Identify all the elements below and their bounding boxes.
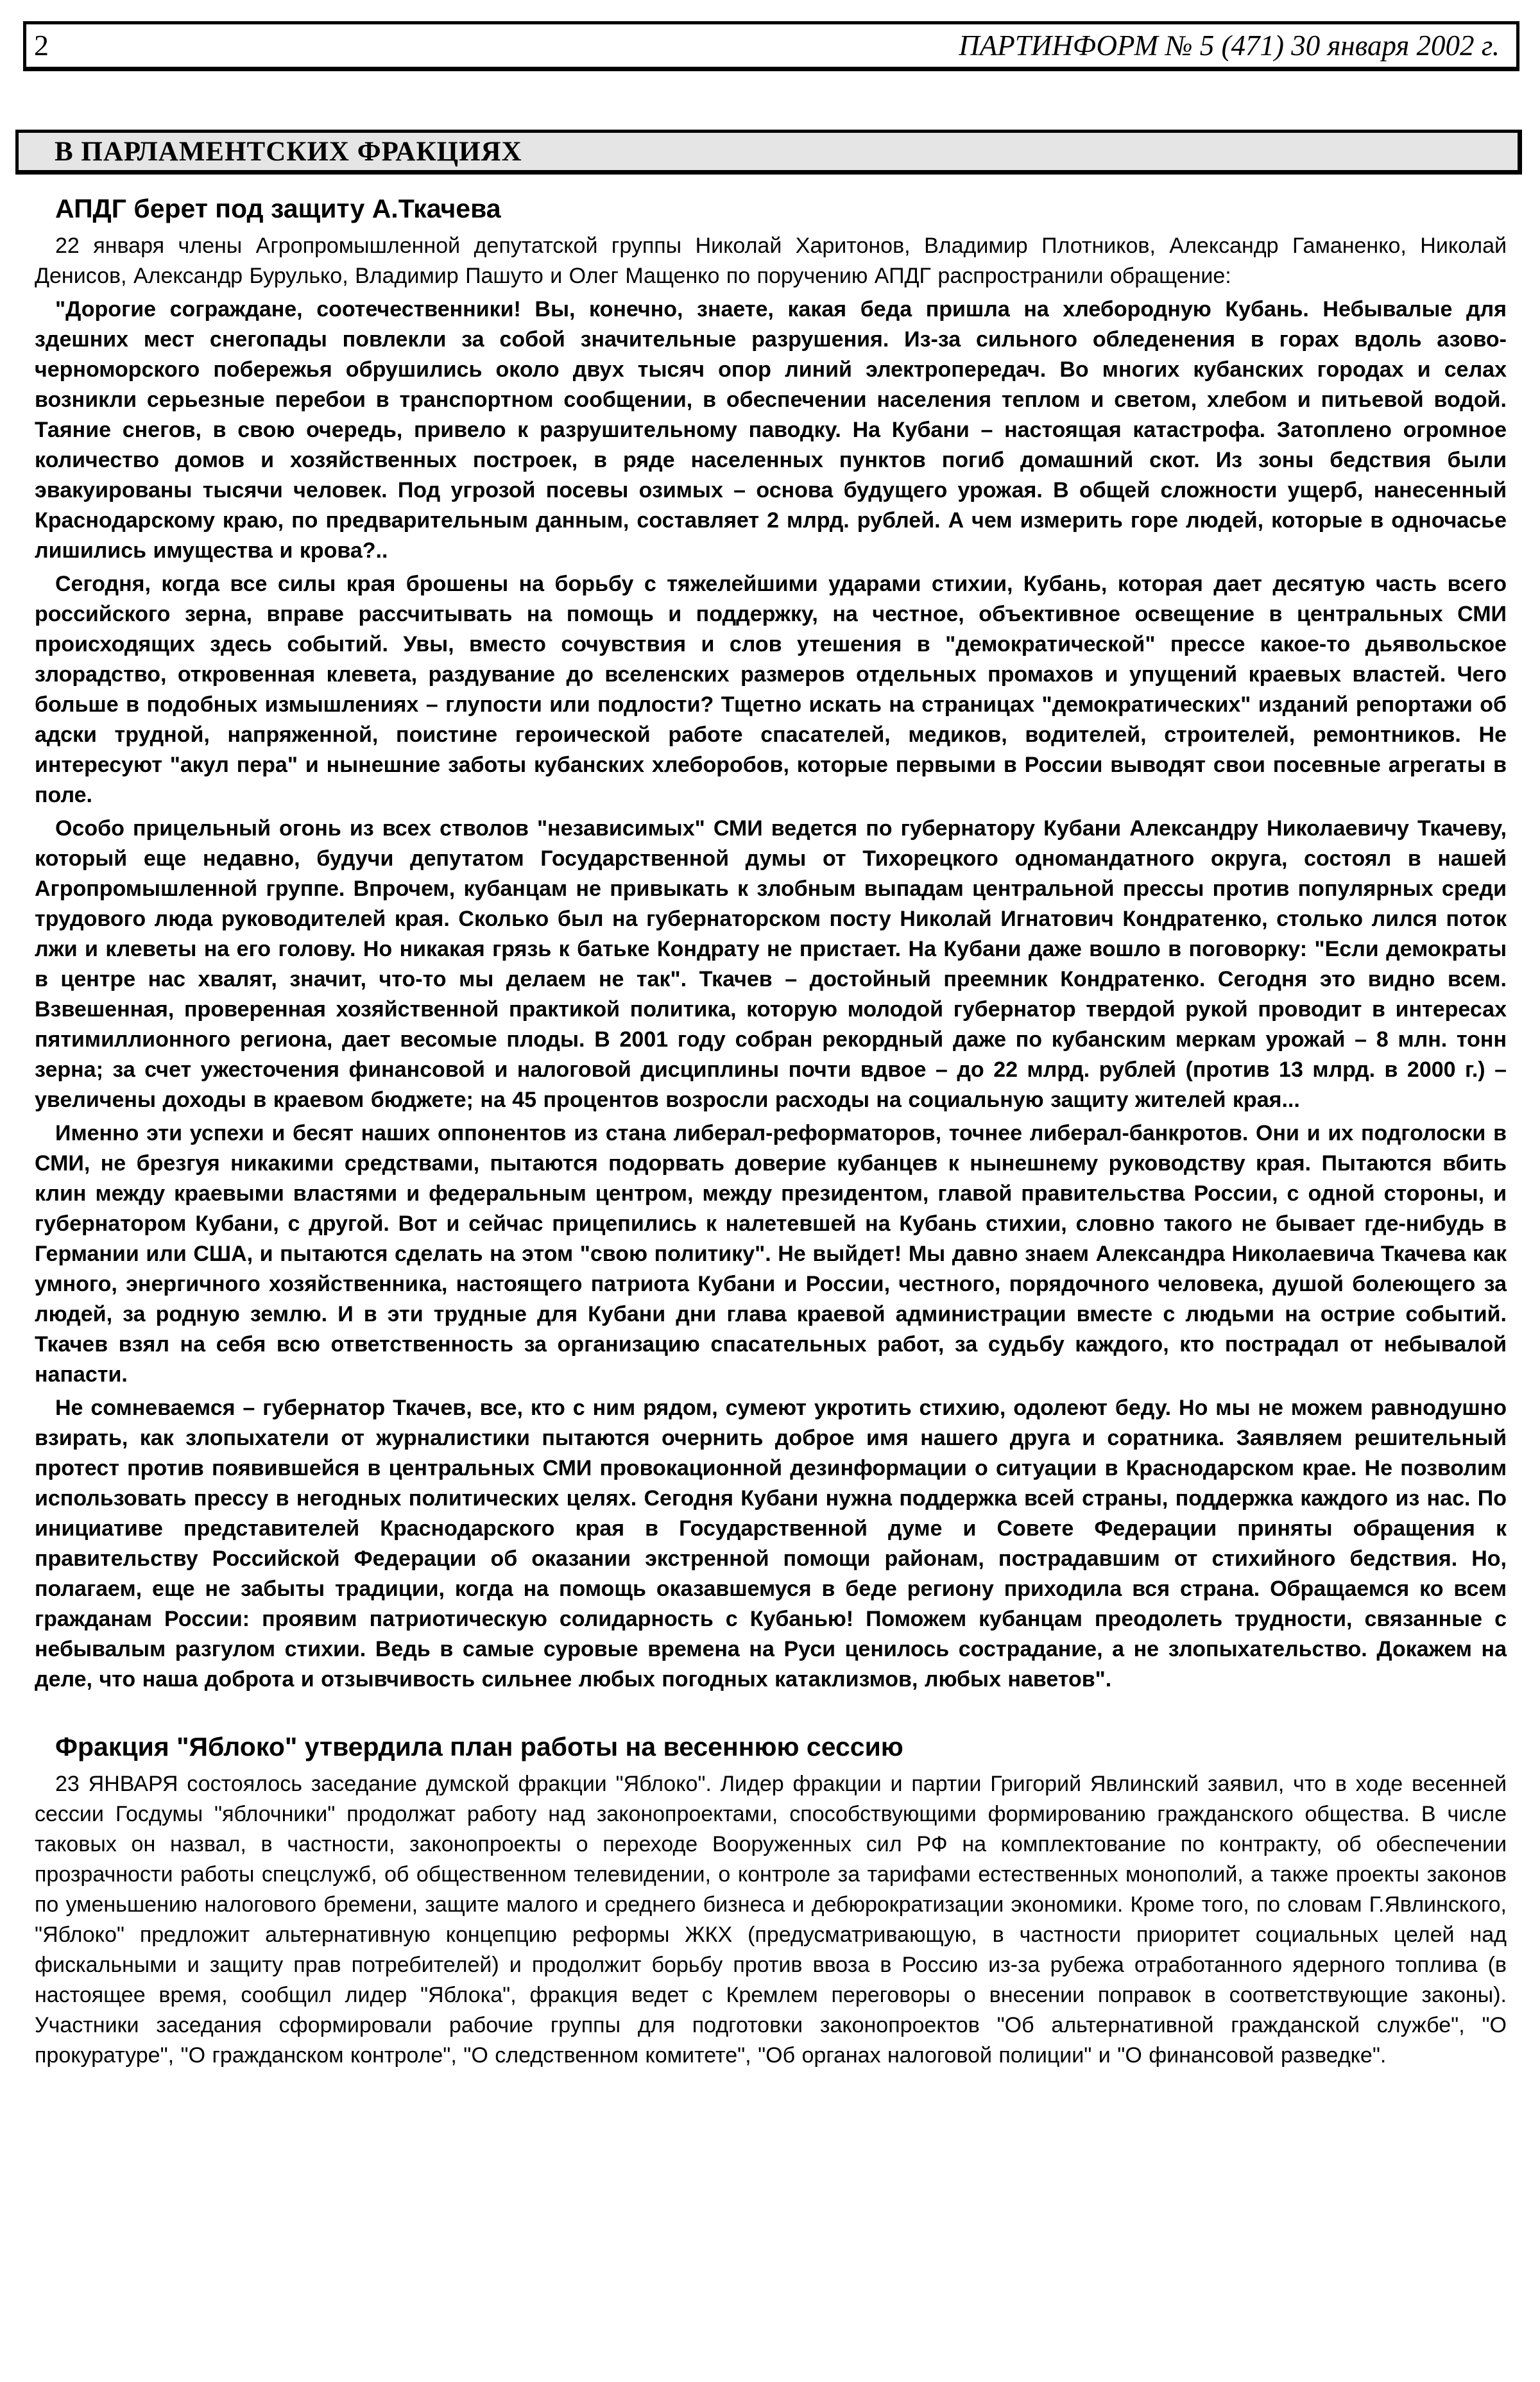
paragraph: Не сомневаемся – губернатор Ткачев, все, кто с ним рядом, сумеют укротить стихию, одолеют беду. Но мы не можем равнодушно взирать, как злопыхатели от журналистики пытаются очернить доброе имя нашего друга и соратника. Заявляем решительный протест против появившейся в центральных СМИ провокационной дезинформации о ситуации в Краснодарском крае. Не позволим использовать прессу в негодных политических целях. Сегодня Кубани нужна поддержка всей страны, поддержка каждого из нас. По инициативе представителей Краснодарского края в Государственной думе и Совете Федерации приняты обращения к правительству Российской Федерации об оказании экстренной помощи районам, пострадавшим от стихийного бедствия. Но, полагаем, еще не забыты традиции, когда на помощь оказавшемуся в беде региону приходила вся страна. Обращаемся ко всем гражданам России: проявим патриотическую солидарность с Кубанью! Поможем кубанцам преодолеть трудности, связанные с небывалым разгулом стихии. Ведь в самые суровые времена на Руси ценилось сострадание, а не злопыхательство. Докажем на деле, что наша доброта и отзывчивость сильнее любых погодных катаклизмов, любых наветов".	[35, 1396, 1507, 1692]
page-content	[35, 193, 1507, 2074]
section-banner	[15, 130, 1522, 175]
issue-title: ПАРТИНФОРМ № 5 (471) 30 января 2002 г.	[959, 29, 1500, 62]
article-title-yabloko: Фракция "Яблоко" утвердила план работы на весеннюю сессию	[55, 1732, 903, 1761]
paragraph: "Дорогие сограждане, соотечественники! Вы, конечно, знаете, какая беда пришла на хлебородную Кубань. Небывалые для здешних мест снегопады повлекли за собой значительные разрушения. Из-за сильного обледенения в горах вдоль азово-черноморского побережья обрушились около двух тысяч опор линий электропередач. Во многих кубанских городах и селах возникли серьезные перебои в транспортном сообщении, в обеспечении населения теплом и светом, хлебом и питьевой водой. Таяние снегов, в свою очередь, привело к разрушительному паводку. На Кубани – настоящая катастрофа. Затоплено огромное количество домов и хозяйственных построек, в ряде населенных пунктов погиб домашний скот. Из зоны бедствия были эвакуированы тысячи человек. Под угрозой посевы озимых – основа будущего урожая. В общей сложности ущерб, нанесенный Краснодарскому краю, по предварительным данным, составляет 2 млрд. рублей. А чем измерить горе людей, которые в одночасье лишились имущества и крова?..	[35, 297, 1507, 563]
page-number: 2	[34, 29, 49, 62]
page-header	[23, 21, 1519, 71]
paragraph: Особо прицельный огонь из всех стволов "независимых" СМИ ведется по губернатору Кубани Александру Николаевичу Ткачеву, который еще недавно, будучи депутатом Государственной думы от Тихорецкого одномандатного округа, состоял в нашей Агропромышленной группе. Впрочем, кубанцам не привыкать к злобным выпадам центральной прессы против популярных среди трудового люда руководителей края. Сколько был на губернаторском посту Николай Игнатович Кондратенко, столько лился поток лжи и клеветы на его голову. Но никакая грязь к батьке Кондрату не пристает. На Кубани даже вошло в поговорку: "Если демократы в центре нас хвалят, значит, что-то мы делаем не так". Ткачев – достойный преемник Кондратенко. Сегодня это видно всем. Взвешенная, проверенная хозяйственной практикой политика, которую молодой губернатор твердой рукой проводит в интересах пятимиллионного региона, дает весомые плоды. В 2001 году собран рекордный даже по кубанским меркам урожай – 8 млн. тонн зерна; за счет ужесточения финансовой и налоговой дисциплины почти вдвое – до 22 млрд. рублей (против 13 млрд. в 2000 г.) – увеличены доходы в краевом бюджете; на 45 процентов возросли расходы на социальную защиту жителей края...	[35, 816, 1507, 1112]
article-title-apdg: АПДГ берет под защиту А.Ткачева	[55, 194, 501, 223]
paragraph: Именно эти успехи и бесят наших оппонентов из стана либерал-реформаторов, точнее либерал-банкротов. Они и их подголоски в СМИ, не брезгуя никакими средствами, пытаются подорвать доверие кубанцев к нынешнему руководству края. Пытаются вбить клин между краевыми властями и федеральным центром, между президентом, главой правительства России, с одной стороны, и губернатором Кубани, с другой. Вот и сейчас прицепились к налетевшей на Кубань стихии, словно такого не бывает где-нибудь в Германии или США, и пытаются сделать на этом "свою политику". Не выйдет! Мы давно знаем Александра Николаевича Ткачева как умного, энергичного хозяйственника, настоящего патриота Кубани и России, честного, порядочного человека, душой болеющего за людей, за родную землю. И в эти трудные для Кубани дни глава краевой администрации вместе с людьми на острие событий. Ткачев взял на себя всю ответственность за организацию спасательных работ, за судьбу каждого, кто пострадал от небывалой напасти.	[35, 1121, 1507, 1387]
section-title: В ПАРЛАМЕНТСКИХ ФРАКЦИЯХ	[55, 136, 522, 167]
paragraph: 23 ЯНВАРЯ состоялось заседание думской фракции "Яблоко". Лидер фракции и партии Григорий Явлинский заявил, что в ходе весенней сессии Госдумы "яблочники" продолжат работу над законопроектами, способствующими формированию гражданского общества. В числе таковых он назвал, в частности, законопроекты о переходе Вооруженных сил РФ на комплектование по контракту, об обеспечении прозрачности работы спецслужб, об общественном телевидении, о контроле за тарифами естественных монополий, а также проекты законов по уменьшению налогового бремени, защите малого и среднего бизнеса и дебюрократизации экономики. Кроме того, по словам Г.Явлинского, "Яблоко" предложит альтернативную концепцию реформы ЖКХ (предусматривающую, в частности приоритет социальных целей над фискальными и защиту прав потребителей) и продолжит борьбу против ввоза в Россию из-за рубежа отработанного ядерного топлива (в настоящее время, сообщил лидер "Яблока", фракция ведет с Кремлем переговоры о внесении поправок в соответствующие законы). Участники заседания сформировали рабочие группы для подготовки законопроектов "Об альтернативной гражданской службе", "О прокуратуре", "О гражданском контроле", "О следственном комитете", "Об органах налоговой полиции" и "О финансовой разведке".	[35, 1772, 1507, 2068]
paragraph: Сегодня, когда все силы края брошены на борьбу с тяжелейшими ударами стихии, Кубань, которая дает десятую часть всего российского зерна, вправе рассчитывать на помощь и поддержку, на честное, объективное освещение в центральных СМИ происходящих здесь событий. Увы, вместо сочувствия и слов утешения в "демократической" прессе какое-то дьявольское злорадство, откровенная клевета, раздувание до вселенских размеров отдельных промахов и упущений краевых властей. Чего больше в подобных измышлениях – глупости или подлости? Тщетно искать на страницах "демократических" изданий репортажи об адски трудной, напряженной, поистине героической работе спасателей, медиков, водителей, строителей, ремонтников. Не интересуют "акул пера" и нынешние заботы кубанских хлеборобов, которые первыми в России выводят свои посевные агрегаты в поле.	[35, 572, 1507, 807]
paragraph: 22 января члены Агропромышленной депутатской группы Николай Харитонов, Владимир Плотников, Александр Гаманенко, Николай Денисов, Александр Бурулько, Владимир Пашуто и Олег Мащенко по поручению АПДГ распространили обращение:	[35, 234, 1507, 288]
